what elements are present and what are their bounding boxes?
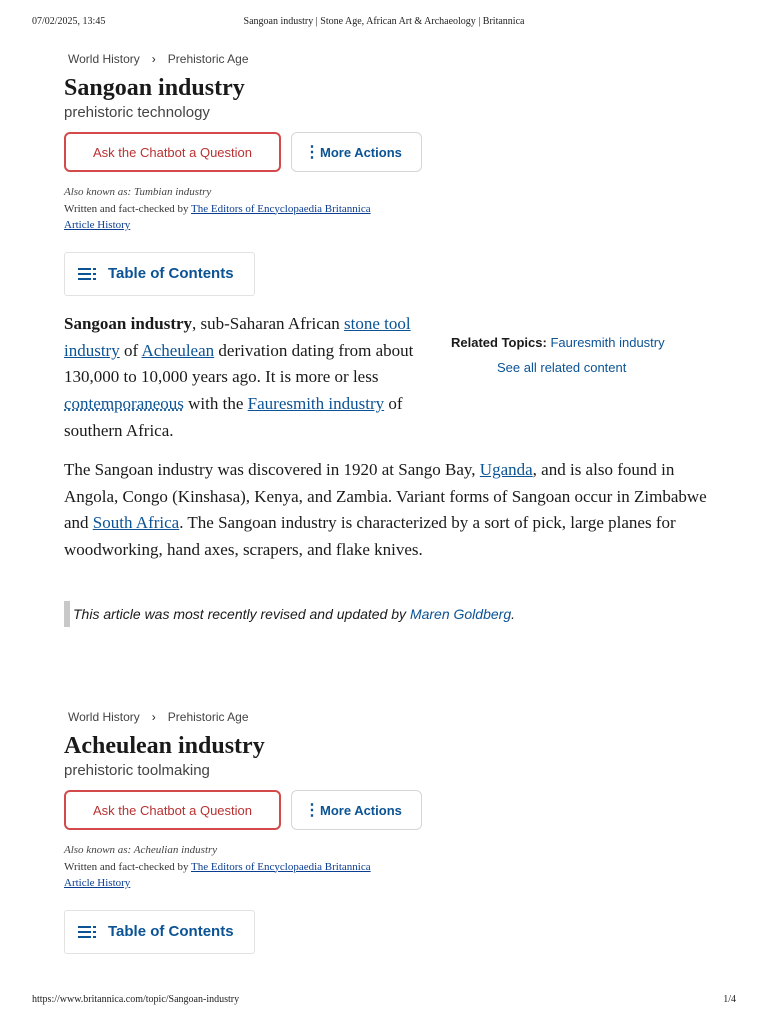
editors-link[interactable]: The Editors of Encyclopaedia Britannica xyxy=(191,860,371,873)
table-of-contents-button[interactable] xyxy=(64,910,255,954)
intro-term: Sangoan industry xyxy=(64,314,193,333)
more-actions-button[interactable] xyxy=(291,790,422,830)
intro-text-2: of xyxy=(119,340,142,360)
print-date: 07/02/2025, 13:45 xyxy=(32,16,106,27)
vertical-dots-icon: ⋮ xyxy=(304,802,320,819)
fauresmith-industry-link[interactable]: Fauresmith industry xyxy=(247,394,385,414)
revision-text: This article was most recently revised and updated by xyxy=(73,606,407,622)
more-actions-button[interactable] xyxy=(291,132,422,172)
intro-text-5: of southern Africa. xyxy=(64,394,403,440)
stone-tool-industry-link[interactable]: stone tool industry xyxy=(64,314,411,360)
intro-text-1: , sub-Saharan African xyxy=(192,314,345,333)
print-header xyxy=(0,16,768,30)
page-subtitle: prehistoric technology xyxy=(64,104,210,121)
ask-chatbot-label: Ask the Chatbot a Question xyxy=(93,144,252,160)
more-actions-label: More Actions xyxy=(320,802,402,818)
written-by xyxy=(64,201,704,218)
breadcrumb-item-prehistoric-age[interactable]: Prehistoric Age xyxy=(167,710,249,724)
para-text-3: . The Sangoan industry is characterized by a sort of pick, large planes for woodworking, hand axes, scrapers, and flake knives. xyxy=(64,513,676,560)
also-known-as: Also known as: Acheulian industry xyxy=(64,844,218,856)
print-url: https://www.britannica.com/topic/Sangoan-industry xyxy=(32,994,240,1005)
list-icon xyxy=(78,268,97,280)
breadcrumb-item-world-history[interactable]: World History xyxy=(68,710,140,724)
written-by xyxy=(64,859,704,876)
article-sangoan-header xyxy=(64,50,704,296)
intro-text-3: derivation dating from about 130,000 to 10,000 years ago. It is more or less xyxy=(64,340,414,387)
action-bar xyxy=(64,132,704,172)
more-actions-label: More Actions xyxy=(320,144,402,160)
ask-chatbot-button[interactable] xyxy=(64,132,281,172)
also-known-as: Also known as: Tumbian industry xyxy=(64,186,212,198)
ask-chatbot-button[interactable] xyxy=(64,790,281,830)
print-page-title: Sangoan industry | Stone Age, African Art & Archaeology | Britannica xyxy=(243,16,525,27)
breadcrumb xyxy=(64,50,704,68)
table-of-contents-button[interactable] xyxy=(64,252,255,296)
breadcrumb xyxy=(64,708,704,726)
ask-chatbot-label: Ask the Chatbot a Question xyxy=(93,802,252,818)
table-of-contents-label: Table of Contents xyxy=(108,265,234,282)
see-all-related-link[interactable]: See all related content xyxy=(497,360,627,375)
related-topic-link[interactable]: Fauresmith industry xyxy=(550,335,665,350)
revision-note xyxy=(64,601,515,627)
article-meta xyxy=(64,184,704,234)
page-subtitle: prehistoric toolmaking xyxy=(64,762,210,779)
action-bar xyxy=(64,790,704,830)
vertical-dots-icon: ⋮ xyxy=(304,144,320,161)
editors-link[interactable]: The Editors of Encyclopaedia Britannica xyxy=(191,202,371,215)
related-topics-label: Related Topics: xyxy=(451,335,547,350)
table-of-contents-label: Table of Contents xyxy=(108,923,234,940)
article-history-link[interactable]: Article History xyxy=(64,219,131,231)
body-paragraph xyxy=(64,457,709,564)
revision-end: . xyxy=(511,606,515,622)
article-meta xyxy=(64,842,704,892)
revision-author-link[interactable]: Maren Goldberg xyxy=(409,606,512,622)
contemporaneous-link[interactable]: contemporaneous xyxy=(64,394,184,414)
para-text-1: The Sangoan industry was discovered in 1920 at Sango Bay, xyxy=(64,460,480,479)
chevron-right-icon: › xyxy=(151,52,156,66)
written-by-prefix: Written and fact-checked by xyxy=(64,860,192,873)
page-title: Acheulean industry xyxy=(64,733,265,759)
page-title: Sangoan industry xyxy=(64,75,245,101)
breadcrumb-item-prehistoric-age[interactable]: Prehistoric Age xyxy=(167,52,249,66)
print-page-number: 1/4 xyxy=(723,994,736,1005)
chevron-right-icon: › xyxy=(151,710,156,724)
uganda-link[interactable]: Uganda xyxy=(479,460,533,479)
south-africa-link[interactable]: South Africa xyxy=(92,513,180,533)
article-history-link[interactable]: Article History xyxy=(64,877,131,889)
intro-text-4: with the xyxy=(183,394,248,414)
article-acheulean-header xyxy=(64,708,704,954)
acheulean-link[interactable]: Acheulean xyxy=(141,340,215,360)
para-text-2: , and is also found in Angola, Congo (Kinshasa), Kenya, and Zambia. Variant forms of Sangoan occur in Zimbabwe and xyxy=(64,460,707,533)
breadcrumb-item-world-history[interactable]: World History xyxy=(68,52,140,66)
intro-paragraph xyxy=(64,311,444,445)
written-by-prefix: Written and fact-checked by xyxy=(64,202,192,215)
list-icon xyxy=(78,926,97,938)
related-topics xyxy=(451,335,711,375)
print-footer xyxy=(0,994,768,1008)
